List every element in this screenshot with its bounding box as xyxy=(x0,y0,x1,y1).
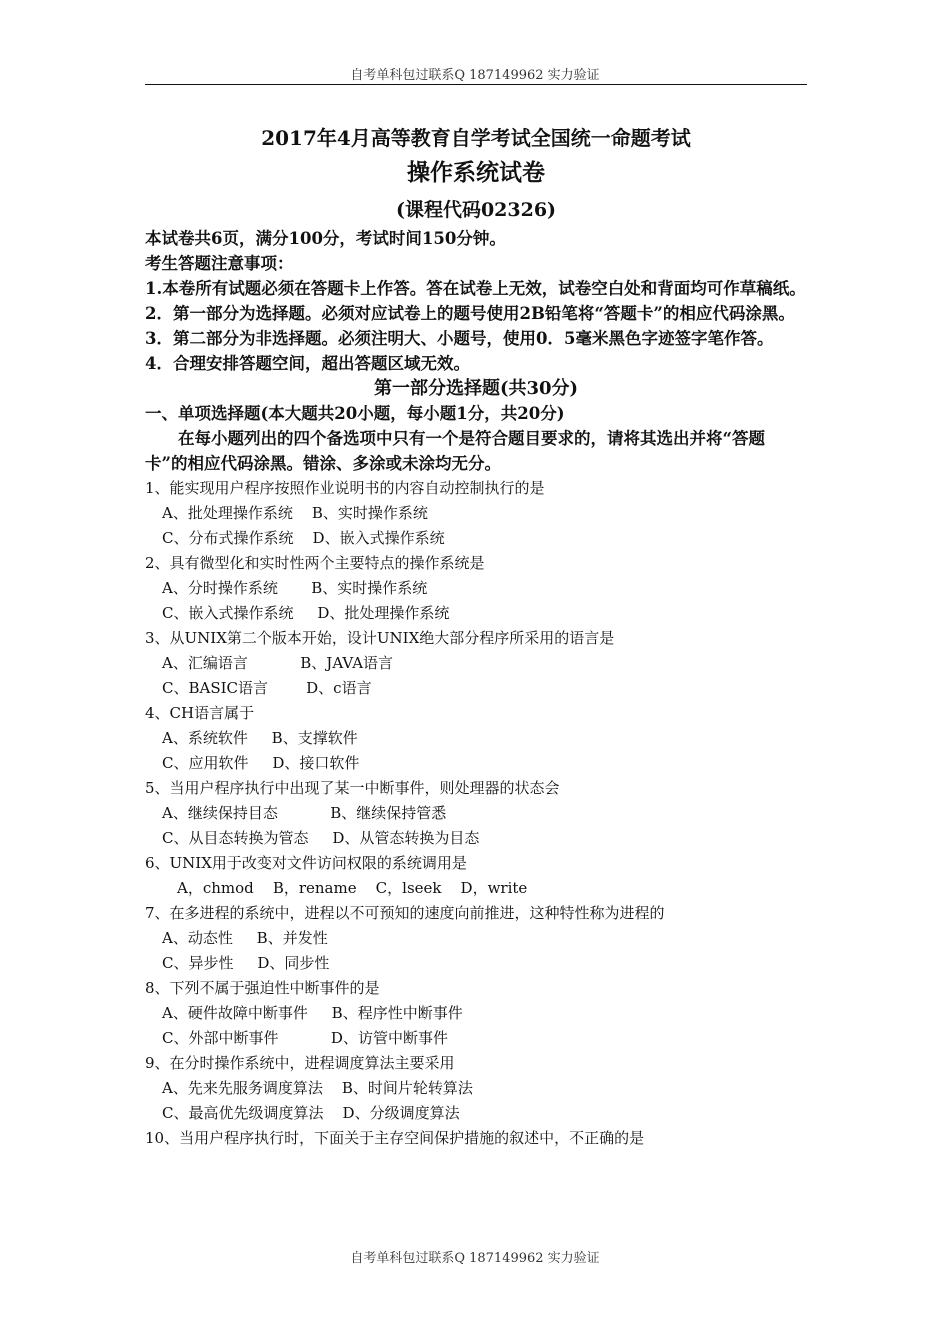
notice-3: 3．第二部分为非选择题。必须注明大、小题号，使用0．5毫米黑色字迹签字笔作答。 xyxy=(145,329,774,348)
question-options: C、应用软件 D、接口软件 xyxy=(162,754,360,772)
question-stem: 8、下列不属于强迫性中断事件的是 xyxy=(145,979,380,997)
question-stem: 2、具有微型化和实时性两个主要特点的操作系统是 xyxy=(145,554,485,572)
question-2 xyxy=(145,551,807,626)
question-options: A、汇编语言 B、JAVA语言 xyxy=(162,654,394,672)
page-header: 自考单科包过联系Q 187149962 实力验证 xyxy=(350,68,600,83)
section-instruction: 在每小题列出的四个备选项中只有一个是符合题目要求的，请将其选出并将“答题卡”的相应代码涂黑。错涂、多涂或未涂均无分。 xyxy=(145,429,765,473)
notice-4: 4．合理安排答题空间，超出答题区域无效。 xyxy=(145,354,470,373)
question-stem: 4、CH语言属于 xyxy=(145,704,255,722)
page-footer: 自考单科包过联系Q 187149962 实力验证 xyxy=(350,1251,600,1266)
question-options: C、外部中断事件 D、访管中断事件 xyxy=(162,1029,448,1047)
section-title: 一、单项选择题(本大题共20小题，每小题1分，共20分) xyxy=(145,404,565,423)
question-options: A、分时操作系统 B、实时操作系统 xyxy=(162,579,428,597)
question-stem: 9、在分时操作系统中，进程调度算法主要采用 xyxy=(145,1054,455,1072)
question-options: C、从目态转换为管态 D、从管态转换为目态 xyxy=(162,829,480,847)
question-1 xyxy=(145,476,807,551)
question-10 xyxy=(145,1126,807,1151)
part1-title: 第一部分选择题(共30分) xyxy=(373,378,579,399)
notice-1: 1.本卷所有试题必须在答题卡上作答。答在试卷上无效，试卷空白处和背面均可作草稿纸。 xyxy=(145,279,806,298)
question-options: C、嵌入式操作系统 D、批处理操作系统 xyxy=(162,604,450,622)
question-4 xyxy=(145,701,807,776)
question-stem: 6、UNIX用于改变对文件访问权限的系统调用是 xyxy=(145,854,467,872)
question-5 xyxy=(145,776,807,851)
question-options: A、系统软件 B、支撑软件 xyxy=(162,729,358,747)
question-options: C、异步性 D、同步性 xyxy=(162,954,330,972)
question-stem: 7、在多进程的系统中，进程以不可预知的速度向前推进，这种特性称为进程的 xyxy=(145,904,665,922)
question-options: A、动态性 B、并发性 xyxy=(162,929,328,947)
question-options: C、BASIC语言 D、c语言 xyxy=(162,679,372,697)
question-stem: 3、从UNIX第二个版本开始，设计UNIX绝大部分程序所采用的语言是 xyxy=(145,629,615,647)
header-rule xyxy=(145,84,807,85)
question-options: A、批处理操作系统 B、实时操作系统 xyxy=(162,504,428,522)
question-6 xyxy=(145,851,807,901)
question-9 xyxy=(145,1051,807,1126)
question-options: A，chmod B，rename C，lseek D，write xyxy=(177,879,528,897)
question-options: A、硬件故障中断事件 B、程序性中断事件 xyxy=(162,1004,463,1022)
question-options: C、最高优先级调度算法 D、分级调度算法 xyxy=(162,1104,460,1122)
question-stem: 10、当用户程序执行时，下面关于主存空间保护措施的叙述中，不正确的是 xyxy=(145,1129,645,1147)
question-options: A、继续保持目态 B、继续保持管悉 xyxy=(162,804,447,822)
question-8 xyxy=(145,976,807,1051)
question-options: A、先来先服务调度算法 B、时间片轮转算法 xyxy=(162,1079,473,1097)
question-options: C、分布式操作系统 D、嵌入式操作系统 xyxy=(162,529,445,547)
question-stem: 5、当用户程序执行中出现了某一中断事件，则处理器的状态会 xyxy=(145,779,560,797)
question-stem: 1、能实现用户程序按照作业说明书的内容自动控制执行的是 xyxy=(145,479,545,497)
exam-title-line2: 操作系统试卷 xyxy=(407,159,545,186)
exam-title-line1: 2017年4月高等教育自学考试全国统一命题考试 xyxy=(261,126,691,150)
course-code: (课程代码02326) xyxy=(395,199,557,221)
exam-info: 本试卷共6页，满分100分，考试时间150分钟。 xyxy=(145,229,506,248)
question-3 xyxy=(145,626,807,701)
notice-heading: 考生答题注意事项： xyxy=(145,254,294,273)
notice-2: 2．第一部分为选择题。必须对应试卷上的题号使用2B铅笔将“答题卡”的相应代码涂黑。 xyxy=(145,304,795,323)
question-7 xyxy=(145,901,807,976)
page-content xyxy=(145,124,807,1151)
